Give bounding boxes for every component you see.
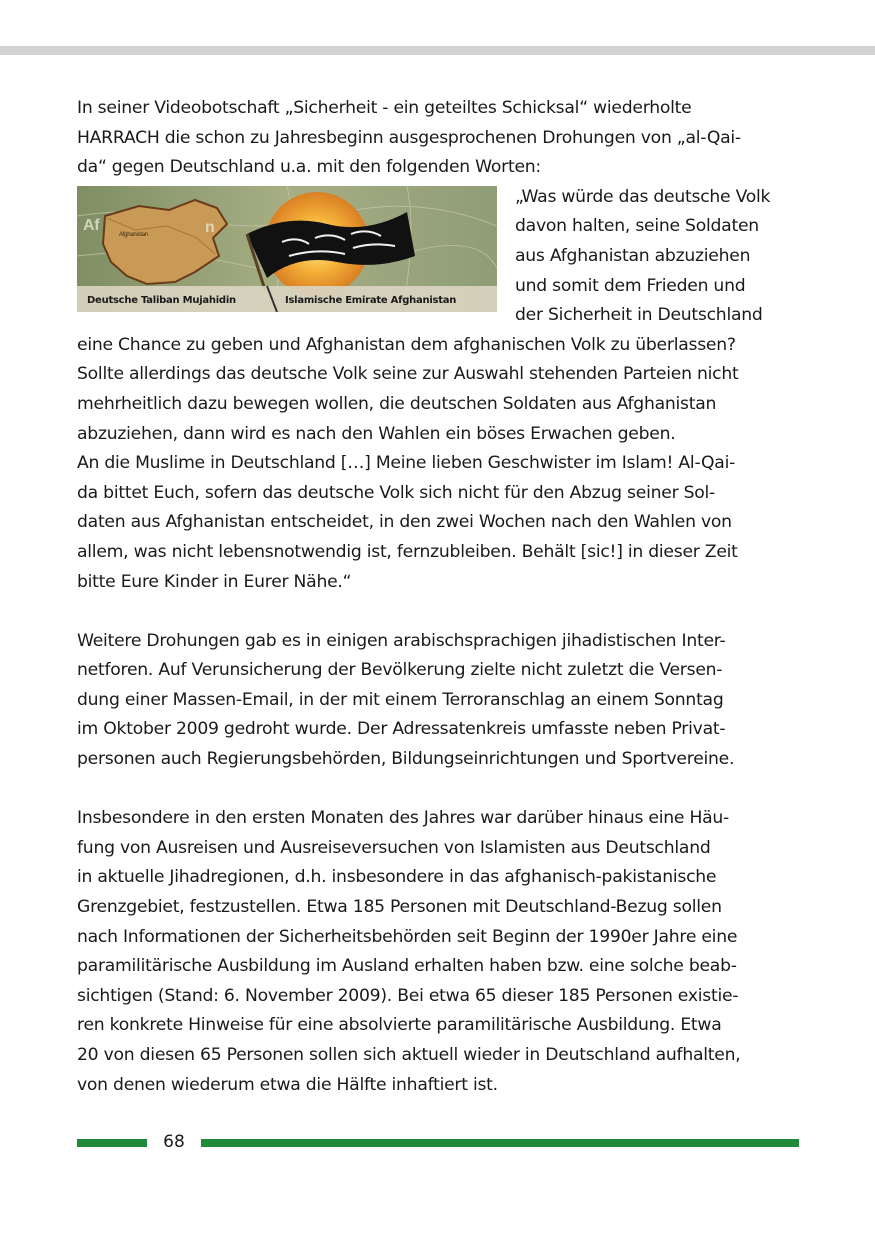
text-line: personen auch Regierungsbehörden, Bildungseinrichtungen und Sportvereine. [77,749,735,770]
text-line: In seiner Videobotschaft „Sicherheit - ein geteiltes Schicksal“ wiederholte [77,98,692,118]
page-number: 68 [163,1132,185,1152]
svg-text:Afghanistan: Afghanistan [119,231,148,238]
text-line: da bittet Euch, sofern das deutsche Volk sich nicht für den Abzug seiner Sol- [77,482,716,503]
text-line: paramilitärische Ausbildung im Ausland erhalten haben bzw. eine solche beab- [77,956,737,977]
paragraph-gap [77,775,799,805]
page-content [77,94,799,1100]
svg-text:Af: Af [83,216,100,234]
quote-continuation [77,331,799,597]
text-line: der Sicherheit in Deutschland [515,305,763,326]
quote-side-text [515,183,770,331]
text-line: 20 von diesen 65 Personen sollen sich aktuell wieder in Deutschland aufhalten, [77,1045,741,1065]
text-line: davon halten, seine Soldaten [515,216,759,237]
text-line: da“ gegen Deutschland u.a. mit den folgenden Worten: [77,157,541,178]
text-line: ren konkrete Hinweise für eine absolvierte paramilitärische Ausbildung. Etwa [77,1015,722,1036]
text-line: fung von Ausreisen und Ausreiseversuchen von Islamisten aus Deutschland [77,837,711,858]
text-line: aus Afghanistan abzuziehen [515,245,751,266]
text-line: bitte Eure Kinder in Eurer Nähe.“ [77,571,352,592]
text-line: und somit dem Frieden und [515,275,746,296]
text-line: Sollte allerdings das deutsche Volk seine zur Auswahl stehenden Parteien nicht [77,364,739,385]
top-rule [0,46,875,55]
text-line: abzuziehen, dann wird es nach den Wahlen ein böses Erwachen geben. [77,423,676,444]
text-line: „Was würde das deutsche Volk [515,186,771,207]
intro-paragraph [77,94,799,183]
text-line: in aktuelle Jihadregionen, d.h. insbesondere in das afghanisch-pakistanische [77,867,717,888]
paragraph-threats [77,627,799,775]
text-line: sichtigen (Stand: 6. November 2009). Bei etwa 65 dieser 185 Personen existie- [77,985,739,1006]
svg-text:Islamische Emirate Afghanistan: Islamische Emirate Afghanistan [285,294,457,306]
footer-rule-left [77,1139,147,1147]
page-footer [77,1129,799,1153]
propaganda-banner-image [77,186,497,312]
text-line: mehrheitlich dazu bewegen wollen, die deutschen Soldaten aus Afghanistan [77,393,717,414]
svg-text:n: n [205,218,215,236]
footer-rule-right [201,1139,799,1147]
text-line: allem, was nicht lebensnotwendig ist, fernzubleiben. Behält [sic!] in dieser Zeit [77,541,738,562]
text-line: dung einer Massen-Email, in der mit einem Terroranschlag an einem Sonntag [77,689,724,710]
text-line: Grenzgebiet, festzustellen. Etwa 185 Personen mit Deutschland-Bezug sollen [77,897,722,918]
text-line: daten aus Afghanistan entscheidet, in den zwei Wochen nach den Wahlen von [77,512,732,533]
svg-text:Deutsche Taliban Mujahidin: Deutsche Taliban Mujahidin [87,294,236,306]
quote-with-image [77,183,799,331]
paragraph-departures [77,804,799,1100]
text-line: netforen. Auf Verunsicherung der Bevölkerung zielte nicht zuletzt die Versen- [77,660,723,681]
text-line: nach Informationen der Sicherheitsbehörden seit Beginn der 1990er Jahre eine [77,926,738,947]
text-line: Insbesondere in den ersten Monaten des Jahres war darüber hinaus eine Häu- [77,808,730,829]
paragraph-gap [77,597,799,627]
text-line: HARRACH die schon zu Jahresbeginn ausgesprochenen Drohungen von „al-Qai- [77,127,741,148]
text-line: von denen wiederum etwa die Hälfte inhaftiert ist. [77,1074,498,1095]
text-line: eine Chance zu geben und Afghanistan dem afghanischen Volk zu überlassen? [77,334,736,355]
text-line: Weitere Drohungen gab es in einigen arabischsprachigen jihadistischen Inter- [77,630,726,651]
text-line: An die Muslime in Deutschland […] Meine lieben Geschwister im Islam! Al-Qai- [77,453,736,474]
text-line: im Oktober 2009 gedroht wurde. Der Adressatenkreis umfasste neben Privat- [77,719,726,740]
